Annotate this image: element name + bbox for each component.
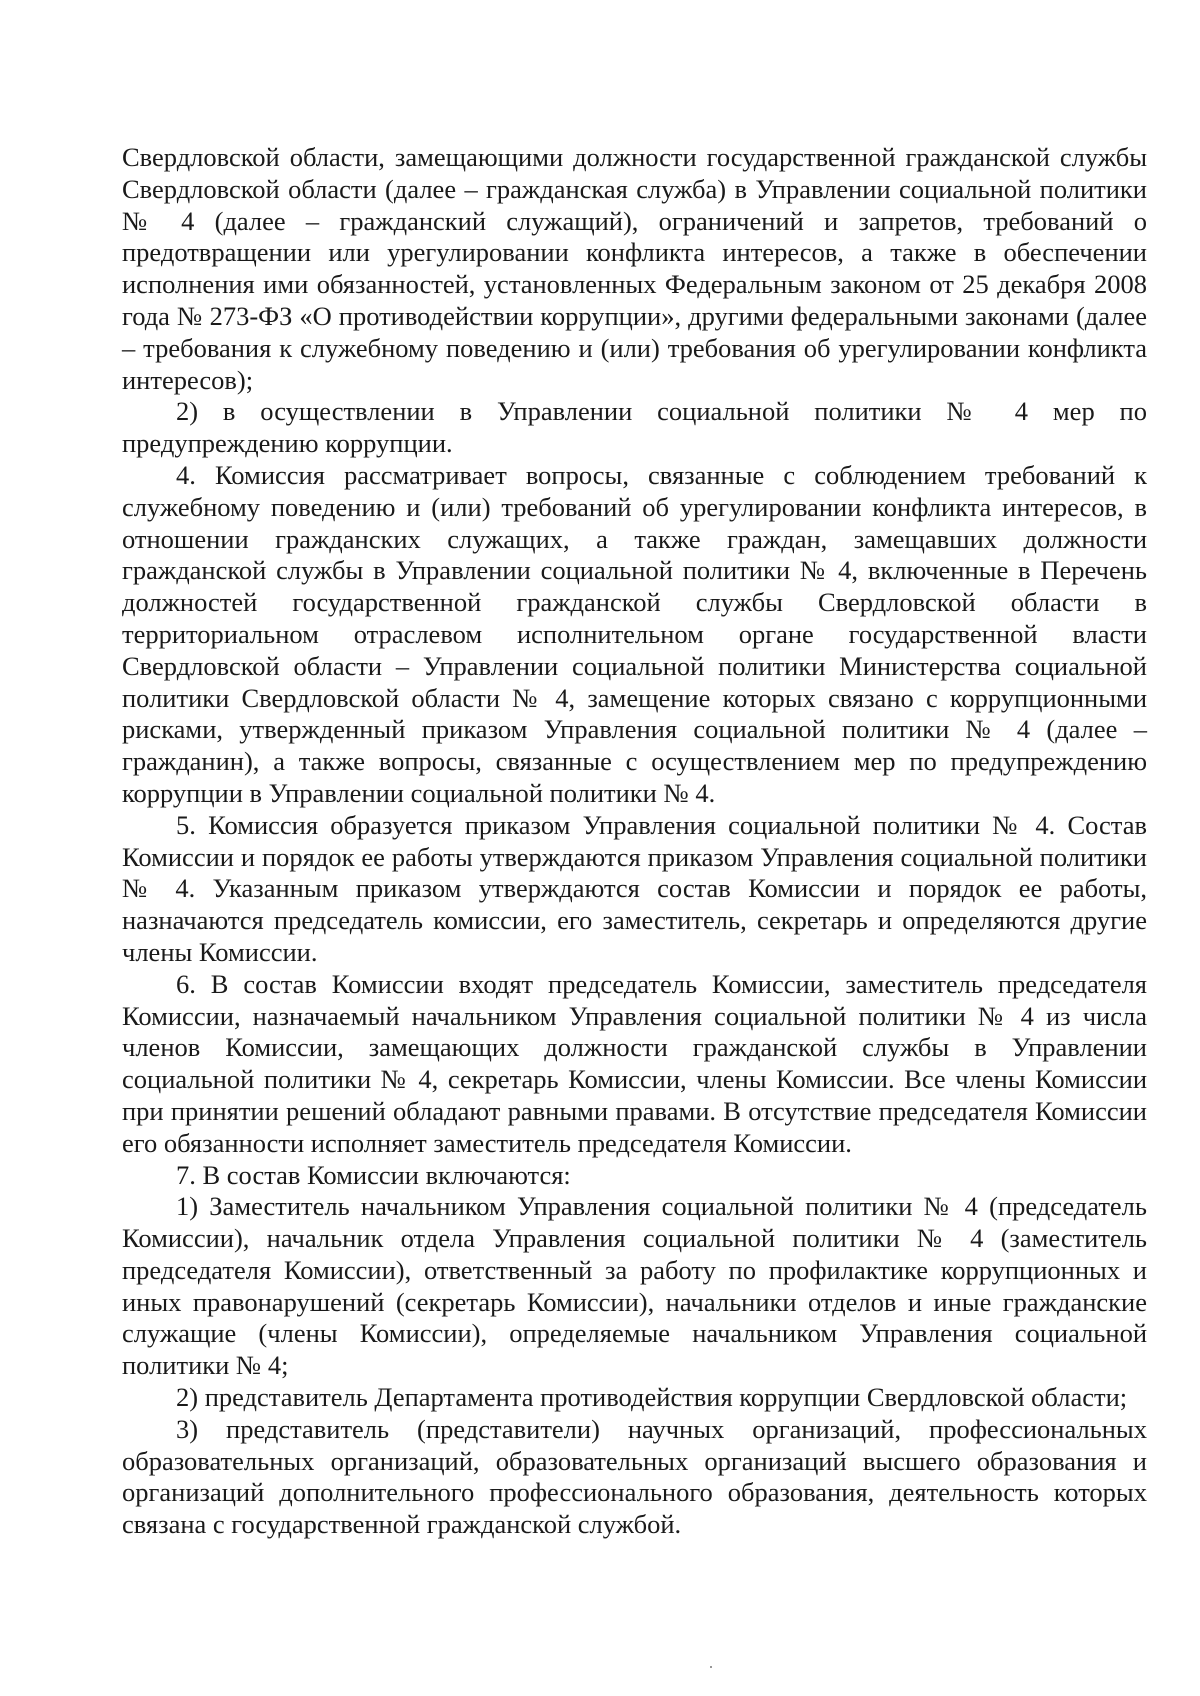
paragraph-section-6: 6. В состав Комиссии входят председатель Комиссии, заместитель председателя Комиссии, назначаемый начальником Управления социальной политики № 4 из числа членов Комиссии, замещающих должности гражданской службы в Управлении социальной политики № 4, секретарь Комиссии, члены Комиссии. Все члены Комиссии при принятии решений обладают равными правами. В отсутствие председателя Комиссии его обязанности исполняет заместитель председателя Комиссии. bbox=[122, 968, 1147, 1158]
paragraph-section-7-item-3: 3) представитель (представители) научных организаций, профессиональных образовательных организаций, образовательных организаций высшего образования и организаций дополнительного профессионального образования, деятельность которых связана с государственной гражданской службой. bbox=[122, 1413, 1147, 1540]
paragraph-section-7: 7. В состав Комиссии включаются: bbox=[176, 1159, 571, 1190]
paragraph-item-2: 2) в осуществлении в Управлении социальной политики № 4 мер по предупреждению коррупции. bbox=[122, 396, 1147, 459]
scan-speck bbox=[710, 1666, 712, 1668]
paragraph-continuation: Свердловской области, замещающими должности государственной гражданской службы Свердловской области (далее – гражданская служба) в Управлении социальной политики № 4 (далее – гражданский служащий), ограничений и запретов, требований о предотвращении или урегулировании конфликта интересов, а также в обеспечении исполнения ими обязанностей, установленных Федеральным законом от 25 декабря 2008 года № 273-ФЗ «О противодействии коррупции», другими федеральными законами (далее – требования к служебному поведению и (или) требования об урегулировании конфликта интересов); bbox=[122, 142, 1147, 395]
paragraph-section-7-item-2: 2) представитель Департамента противодействия коррупции Свердловской области; bbox=[176, 1382, 1128, 1413]
paragraph-section-4: 4. Комиссия рассматривает вопросы, связанные с соблюдением требований к служебному поведению и (или) требований об урегулировании конфликта интересов, в отношении гражданских служащих, а также граждан, замещавших должности гражданской службы в Управлении социальной политики № 4, включенные в Перечень должностей государственной гражданской службы Свердловской области в территориальном отраслевом исполнительном органе государственной власти Свердловской области – Управлении социальной политики Министерства социальной политики Свердловской области № 4, замещение которых связано с коррупционными рисками, утвержденный приказом Управления социальной политики № 4 (далее – гражданин), а также вопросы, связанные с осуществлением мер по предупреждению коррупции в Управлении социальной политики № 4. bbox=[122, 459, 1147, 808]
document-body bbox=[122, 142, 1147, 1541]
paragraph-section-5: 5. Комиссия образуется приказом Управления социальной политики № 4. Состав Комиссии и порядок ее работы утверждаются приказом Управления социальной политики № 4. Указанным приказом утверждаются состав Комиссии и порядок ее работы, назначаются председатель комиссии, его заместитель, секретарь и определяются другие члены Комиссии. bbox=[122, 809, 1147, 967]
paragraph-section-7-item-1: 1) Заместитель начальником Управления социальной политики № 4 (председатель Комиссии), начальник отдела Управления социальной политики № 4 (заместитель председателя Комиссии), ответственный за работу по профилактике коррупционных и иных правонарушений (секретарь Комиссии), начальники отделов и иные гражданские служащие (члены Комиссии), определяемые начальником Управления социальной политики № 4; bbox=[122, 1191, 1147, 1381]
